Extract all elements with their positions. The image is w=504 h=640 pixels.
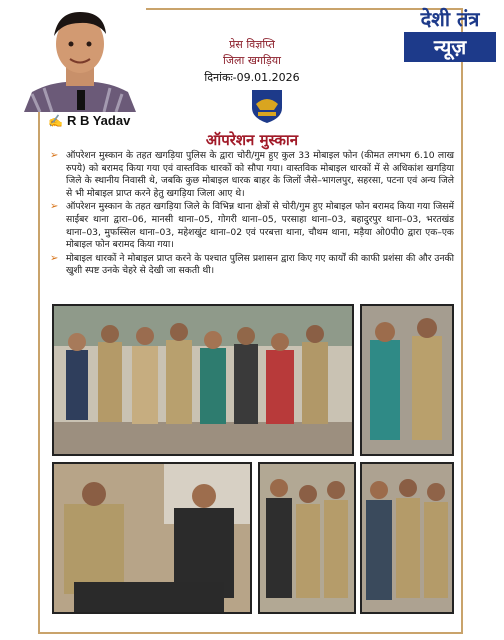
date-label: दिनांकः-09.01.2026	[204, 71, 300, 84]
logo-line-2: न्यूज़	[404, 32, 496, 62]
bullet-item: ➢ मोबाइल धारकों ने मोबाइल प्राप्त करने के पश्चात पुलिस प्रशासन द्वारा किए गए कार्यों की काफी प्रशंसा की और उनकी खुशी स्पष्ट उनके चेहरे से देखी जा सकती थी।	[50, 252, 454, 277]
arrow-bullet-icon: ➢	[50, 150, 59, 161]
officers-with-recipient-photo	[258, 462, 356, 614]
district-label: जिला खगड़िया	[223, 54, 281, 67]
arrow-bullet-icon: ➢	[50, 252, 59, 264]
recipient-with-officers-photo	[360, 462, 454, 614]
bullet-list	[50, 150, 454, 279]
pen-icon: ✍	[48, 114, 63, 128]
bihar-police-emblem-icon	[248, 88, 286, 128]
logo-line-1: देशी तंत्र	[420, 7, 480, 31]
press-release-label: प्रेस विज्ञप्ति	[229, 38, 275, 51]
arrow-bullet-icon: ➢	[50, 201, 59, 213]
operation-title: ऑपरेशन मुस्कान	[205, 131, 299, 149]
reporter-name: ✍ R B Yadav	[48, 113, 131, 128]
group-handover-photo	[52, 304, 354, 456]
bullet-item: ➢ ऑपरेशन मुस्कान के तहत खगड़िया पुलिस के द्वारा चोरी/गुम हुए कुल 33 मोबाइल फोन (कीमत लगभग 6.10 लाख रुपये) को बरामद किया गया एवं वास्तविक धारकों को सौपा गया। वास्तविक मोबाइल धारकों में से अधिकांश खगड़िया जिले के स्थानीय निवासी थे, जबकि कुछ मोबाइल धारक बाहर के जिलों जैसे–भागलपुर, सहरसा, पटना एवं अन्य जिले से भी मोबाइल प्राप्त करने हेतु खगड़िया जिला आए थे।	[50, 150, 454, 199]
woman-receiving-phone-photo	[360, 304, 454, 456]
officer-handing-phone-photo	[52, 462, 252, 614]
bullet-item: ➢ ऑपरेशन मुस्कान के तहत खगड़िया जिले के विभिन्न थाना क्षेत्रों से चोरी/गुम हुए मोबाइल फोन बरामद किया गया जिसमें साईबर थाना द्वारा–06, मानसी थाना–05, गोगरी थाना–05, परसाहा थाना–03, बहादुरपुर थाना–03, भरतखंड थाना–03, मुफस्सिल थाना–03, महेशखुंट थाना–02 एवं परबत्ता थाना, चौथम थाना, मड़ैया ओ0पी0 द्वारा एक–एक मोबाइल फोन बरामद किया गया।	[50, 201, 454, 251]
